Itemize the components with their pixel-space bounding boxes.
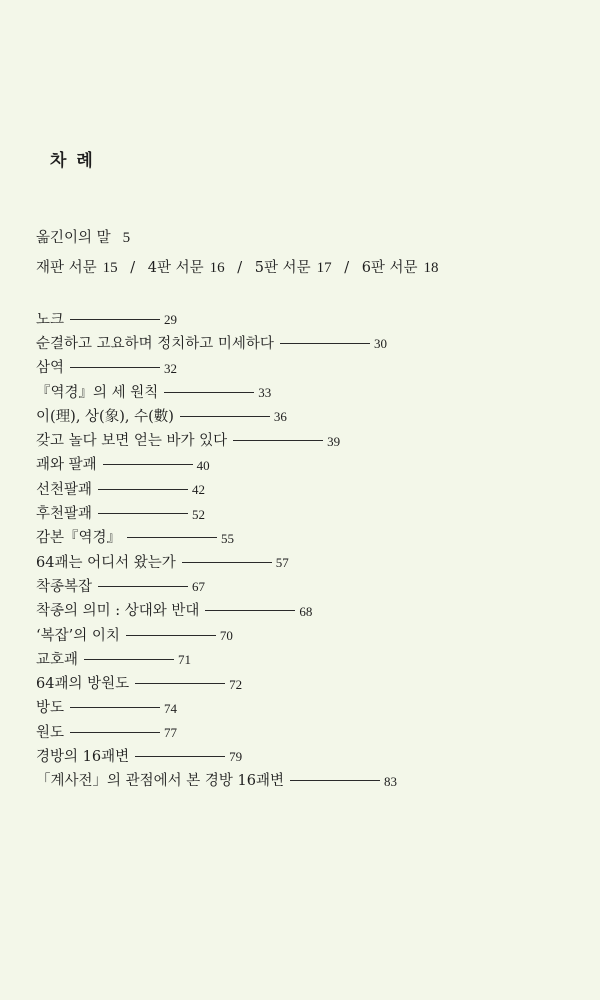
toc-entry	[36, 379, 576, 403]
toc-entry-page: 33	[258, 385, 272, 401]
toc-entry-page: 70	[219, 628, 233, 643]
toc-entry-title: 선천팔괘	[36, 481, 93, 498]
toc-entry	[36, 306, 576, 330]
toc-leader-line	[70, 707, 160, 708]
toc-entry	[36, 743, 576, 767]
toc-leader-line	[135, 756, 225, 757]
toc-entry-title: 경방의 16괘변	[36, 748, 130, 765]
front-matter	[36, 226, 439, 286]
edition-separator: /	[237, 260, 243, 276]
toc-entry-page: 29	[164, 312, 178, 328]
toc-entry-page: 30	[373, 336, 387, 352]
edition-preface-page: 18	[423, 260, 439, 276]
toc-entry-title: 노크	[36, 311, 65, 328]
toc-entry-page: 55	[221, 530, 235, 546]
toc-entry	[36, 525, 576, 549]
toc-entry	[36, 452, 576, 476]
edition-preface	[148, 260, 225, 276]
toc-entry-title: 삼역	[36, 360, 65, 377]
toc-leader-line	[182, 562, 272, 563]
toc-leader-line	[233, 440, 323, 441]
toc-leader-line	[98, 513, 188, 514]
toc-entry	[36, 549, 576, 573]
toc-entry-page: 83	[383, 773, 397, 789]
toc-entry-page: 42	[192, 482, 206, 498]
toc-entry-title: 『역경』의 세 원칙	[36, 384, 159, 401]
toc-entry	[36, 598, 576, 622]
toc-entry-title: 괘와 팔괘	[36, 457, 97, 474]
edition-separator: /	[344, 260, 350, 276]
toc-leader-line	[103, 464, 193, 465]
toc-list	[36, 306, 576, 792]
toc-entry	[36, 355, 576, 379]
toc-entry-page: 32	[164, 360, 178, 376]
toc-entry	[36, 646, 576, 670]
toc-entry-title: ‘복잡’의 이치	[36, 627, 120, 644]
toc-entry	[36, 330, 576, 354]
toc-entry-title: 이(理), 상(象), 수(數)	[36, 408, 174, 425]
toc-entry-title: 방도	[36, 700, 65, 717]
toc-entry-page: 57	[275, 555, 289, 571]
toc-entry-title: 후천팔괘	[36, 506, 93, 523]
contents-heading: 차 례	[50, 151, 95, 171]
edition-preface-page: 16	[209, 260, 225, 276]
toc-leader-line	[98, 586, 188, 587]
translator-note-page: 5	[122, 230, 131, 246]
toc-entry-page: 36	[273, 409, 287, 425]
edition-preface-title: 5판 서문	[254, 260, 311, 276]
toc-leader-line	[127, 537, 217, 538]
edition-preface-title: 재판 서문	[36, 260, 97, 276]
toc-entry-page: 67	[192, 579, 206, 595]
toc-entry-title: 교호괘	[36, 651, 79, 668]
toc-entry	[36, 427, 576, 451]
toc-entry-page: 72	[229, 676, 243, 692]
edition-preface-page: 15	[102, 260, 118, 276]
toc-entry	[36, 403, 576, 427]
toc-leader-line	[84, 659, 174, 660]
toc-entry-title: 착종복잡	[36, 578, 93, 595]
toc-leader-line	[135, 683, 225, 684]
toc-leader-line	[280, 343, 370, 344]
toc-entry-title: 「계사전」의 관점에서 본 경방 16괘변	[36, 773, 284, 790]
toc-leader-line	[290, 780, 380, 781]
toc-entry-page: 79	[229, 749, 243, 765]
toc-entry-title: 64괘는 어디서 왔는가	[36, 554, 176, 571]
toc-leader-line	[205, 610, 295, 611]
toc-entry	[36, 768, 576, 792]
toc-entry-page: 68	[299, 603, 313, 619]
edition-separator: /	[130, 260, 136, 276]
toc-entry	[36, 670, 576, 694]
toc-entry-title: 감본『역경』	[36, 530, 122, 547]
toc-leader-line	[164, 392, 254, 393]
toc-entry-page: 74	[164, 700, 178, 716]
edition-preface-page: 17	[316, 260, 332, 276]
toc-entry	[36, 719, 576, 743]
edition-preface	[362, 260, 439, 276]
toc-leader-line	[70, 367, 160, 368]
toc-entry	[36, 500, 576, 524]
toc-entry-title: 갖고 놀다 보면 얻는 바가 있다	[36, 433, 228, 450]
toc-entry-title: 순결하고 고요하며 정치하고 미세하다	[36, 335, 274, 352]
edition-preface-title: 4판 서문	[147, 260, 204, 276]
toc-entry	[36, 695, 576, 719]
toc-entry-title: 64괘의 방원도	[36, 676, 130, 693]
edition-preface	[36, 260, 118, 276]
translator-note-line	[36, 226, 439, 256]
toc-entry	[36, 622, 576, 646]
toc-leader-line	[180, 416, 270, 417]
toc-entry-page: 40	[196, 457, 210, 473]
toc-entry	[36, 573, 576, 597]
edition-prefaces-line	[36, 256, 439, 286]
edition-preface	[255, 260, 332, 276]
toc-entry	[36, 476, 576, 500]
toc-leader-line	[70, 319, 160, 320]
toc-entry-page: 39	[327, 433, 341, 449]
toc-entry-title: 착종의 의미 : 상대와 반대	[36, 603, 200, 620]
toc-entry-page: 77	[164, 725, 178, 741]
translator-note-title: 옮긴이의 말	[36, 230, 111, 246]
toc-leader-line	[70, 732, 160, 733]
toc-entry-page: 71	[178, 652, 192, 668]
toc-entry-title: 원도	[36, 724, 65, 741]
toc-leader-line	[126, 635, 216, 636]
toc-leader-line	[98, 489, 188, 490]
toc-entry-page: 52	[192, 506, 206, 522]
edition-preface-title: 6판 서문	[361, 260, 418, 276]
